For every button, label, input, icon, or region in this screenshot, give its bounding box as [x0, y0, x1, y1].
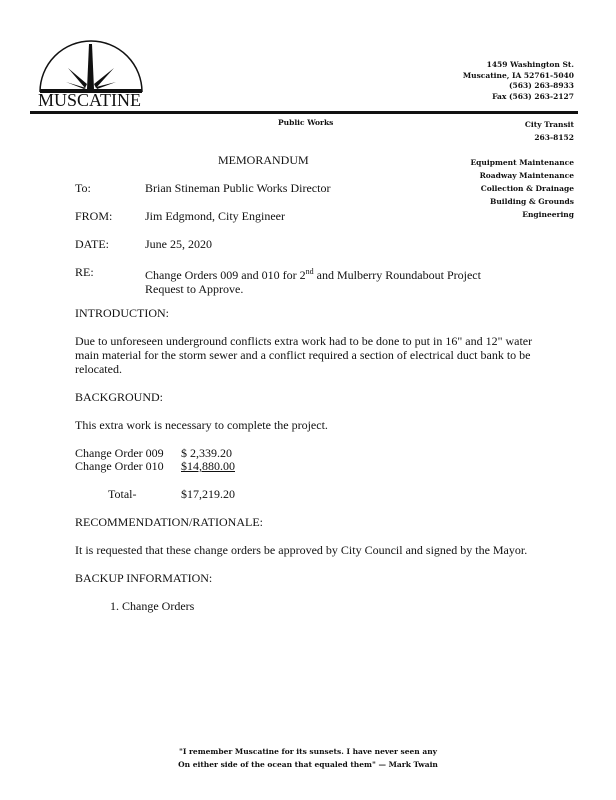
fax: Fax (563) 263-2127	[492, 91, 574, 101]
intro-text: Due to unforeseen underground conflicts extra work had to be done to put in 16" and 12" water main material for the storm sewer and a conflict required a section of electrical duct bank to be relocated.	[75, 334, 533, 376]
date-label: DATE:	[75, 237, 109, 251]
to-value: Brian Stineman Public Works Director	[145, 181, 331, 195]
re-text: Change Orders 009 and 010 for 2	[145, 268, 306, 282]
phone: (563) 263-8933	[508, 81, 574, 90]
re-value	[145, 265, 481, 296]
to-label: To:	[75, 181, 91, 195]
from-value: Jim Edgmond, City Engineer	[145, 209, 285, 223]
re-text: and Mulberry Roundabout Project	[313, 268, 481, 282]
re-label: RE:	[75, 265, 94, 279]
division: Collection & Drainage	[480, 184, 574, 193]
address-block	[463, 60, 574, 102]
background-text: This extra work is necessary to complete the project.	[75, 418, 328, 432]
muscatine-logo	[36, 36, 146, 112]
transit-phone: 263-8152	[534, 133, 574, 142]
quote-line: On either side of the ocean that equaled them" — Mark Twain	[178, 760, 438, 769]
street: 1459 Washington St.	[486, 60, 574, 69]
transit-block	[525, 118, 574, 144]
quote-line: "I remember Muscatine for its sunsets. I have never seen any	[178, 747, 438, 756]
division: Engineering	[522, 210, 574, 219]
department: Public Works	[278, 118, 334, 127]
backup-heading: BACKUP INFORMATION:	[75, 571, 213, 585]
division: Equipment Maintenance	[470, 158, 574, 167]
date-value: June 25, 2020	[145, 237, 212, 251]
background-heading: BACKGROUND:	[75, 390, 164, 404]
transit-label: City Transit	[524, 120, 574, 129]
divisions-list	[470, 156, 574, 221]
footer-quote	[0, 745, 616, 771]
backup-item: 1. Change Orders	[110, 599, 195, 613]
change-order-amount: $14,880.00	[181, 459, 235, 473]
division: Roadway Maintenance	[479, 171, 574, 180]
re-text: Request to Approve.	[145, 282, 244, 296]
city: Muscatine, IA 52761-5040	[462, 70, 574, 80]
change-order-label: Change Order 009	[75, 446, 164, 460]
change-order-amount: $ 2,339.20	[181, 446, 232, 460]
logo-text: MUSCATINE	[38, 90, 142, 110]
total-value: $17,219.20	[181, 487, 235, 501]
re-sup: nd	[305, 267, 314, 276]
from-label: FROM:	[75, 209, 113, 223]
division: Building & Grounds	[489, 197, 574, 206]
recommendation-heading: RECOMMENDATION/RATIONALE:	[75, 515, 263, 529]
change-order-label: Change Order 010	[75, 459, 164, 473]
total-label: Total-	[108, 487, 137, 501]
intro-heading: INTRODUCTION:	[75, 306, 169, 320]
header-rule	[30, 111, 578, 114]
memo-title: MEMORANDUM	[218, 153, 309, 167]
recommendation-text: It is requested that these change orders be approved by City Council and signed by the Mayor.	[75, 543, 528, 557]
